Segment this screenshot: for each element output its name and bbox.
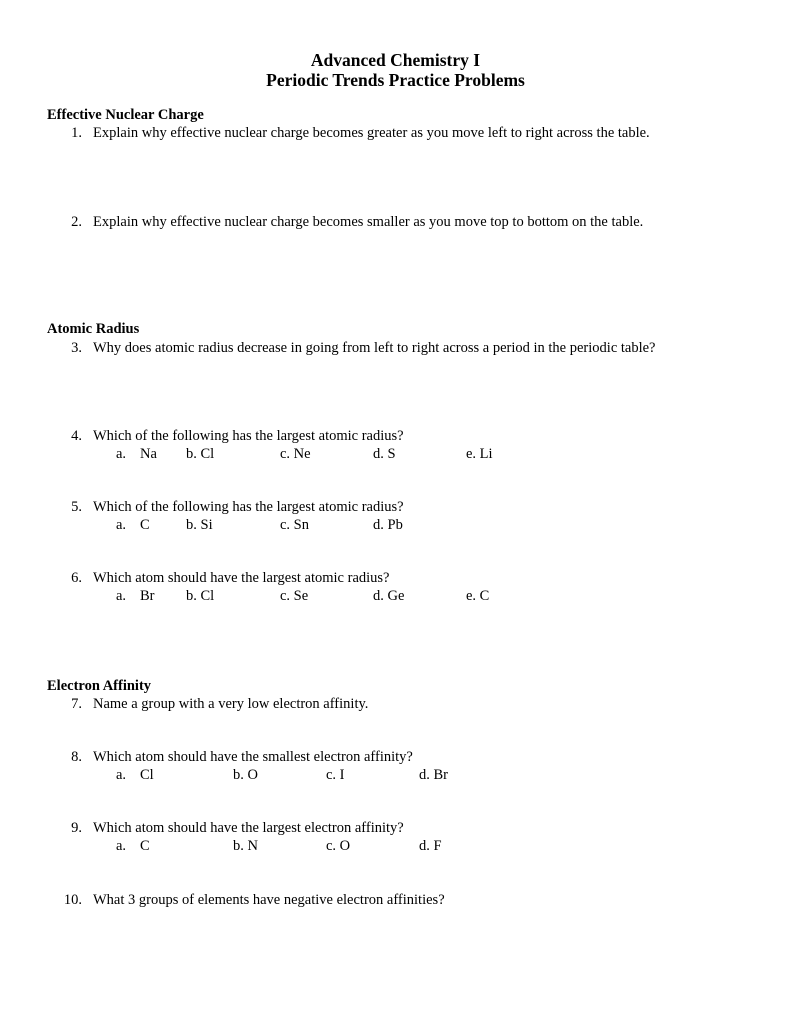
section-heading-electron-affinity: Electron Affinity [47, 678, 152, 694]
option-label: a. [116, 767, 127, 783]
question-3 [0, 339, 791, 357]
question-5 [0, 498, 791, 516]
answer-options-5 [0, 516, 791, 534]
option-d: d. S [373, 446, 396, 462]
option-label: a. [116, 838, 127, 854]
question-7 [0, 695, 791, 713]
question-2 [0, 213, 791, 231]
question-text: Why does atomic radius decrease in going from left to right across a period in the periodic table? [93, 340, 656, 356]
option-e: e. C [466, 588, 490, 604]
option-a: C [140, 838, 150, 854]
question-text: Explain why effective nuclear charge becomes greater as you move left to right across the table. [93, 125, 650, 141]
answer-options-4 [0, 445, 791, 463]
question-text: Name a group with a very low electron affinity. [93, 696, 369, 712]
page-title: Advanced Chemistry I [310, 50, 481, 70]
option-d: d. Pb [373, 517, 403, 533]
section-heading-effective-nuclear-charge: Effective Nuclear Charge [47, 107, 204, 123]
question-number: 10. [63, 892, 82, 908]
option-b: b. O [233, 767, 258, 783]
question-text: Which of the following has the largest atomic radius? [93, 499, 404, 515]
question-text: Explain why effective nuclear charge becomes smaller as you move top to bottom on the table. [93, 214, 644, 230]
question-1 [0, 124, 791, 142]
question-10 [0, 891, 791, 909]
question-6 [0, 569, 791, 587]
option-label: a. [116, 446, 127, 462]
question-number: 3. [71, 340, 82, 356]
answer-options-6 [0, 587, 791, 605]
section-heading-atomic-radius: Atomic Radius [47, 321, 140, 337]
question-9 [0, 819, 791, 837]
question-number: 1. [71, 125, 82, 141]
answer-options-8 [0, 766, 791, 784]
question-text: Which atom should have the largest atomic radius? [93, 570, 390, 586]
option-e: e. Li [466, 446, 493, 462]
option-d: d. Ge [373, 588, 405, 604]
option-a: Br [140, 588, 155, 604]
option-c: c. O [326, 838, 351, 854]
question-text: Which atom should have the largest electron affinity? [93, 820, 404, 836]
question-text: What 3 groups of elements have negative electron affinities? [93, 892, 445, 908]
option-a: Na [140, 446, 157, 462]
option-d: d. F [419, 838, 442, 854]
question-number: 4. [71, 428, 82, 444]
option-b: b. Cl [186, 446, 215, 462]
answer-options-9 [0, 837, 791, 855]
option-a: Cl [140, 767, 154, 783]
option-b: b. Cl [186, 588, 215, 604]
option-c: c. Ne [280, 446, 311, 462]
option-b: b. Si [186, 517, 213, 533]
question-8 [0, 748, 791, 766]
question-number: 5. [71, 499, 82, 515]
option-a: C [140, 517, 150, 533]
question-4 [0, 427, 791, 445]
option-c: c. I [326, 767, 345, 783]
question-text: Which of the following has the largest atomic radius? [93, 428, 404, 444]
question-number: 7. [71, 696, 82, 712]
option-b: b. N [233, 838, 258, 854]
option-c: c. Sn [280, 517, 309, 533]
question-text: Which atom should have the smallest electron affinity? [93, 749, 413, 765]
option-d: d. Br [419, 767, 448, 783]
option-label: a. [116, 517, 127, 533]
question-number: 6. [71, 570, 82, 586]
question-number: 9. [71, 820, 82, 836]
question-number: 8. [71, 749, 82, 765]
question-number: 2. [71, 214, 82, 230]
option-label: a. [116, 588, 127, 604]
page-subtitle: Periodic Trends Practice Problems [266, 70, 525, 90]
option-c: c. Se [280, 588, 309, 604]
